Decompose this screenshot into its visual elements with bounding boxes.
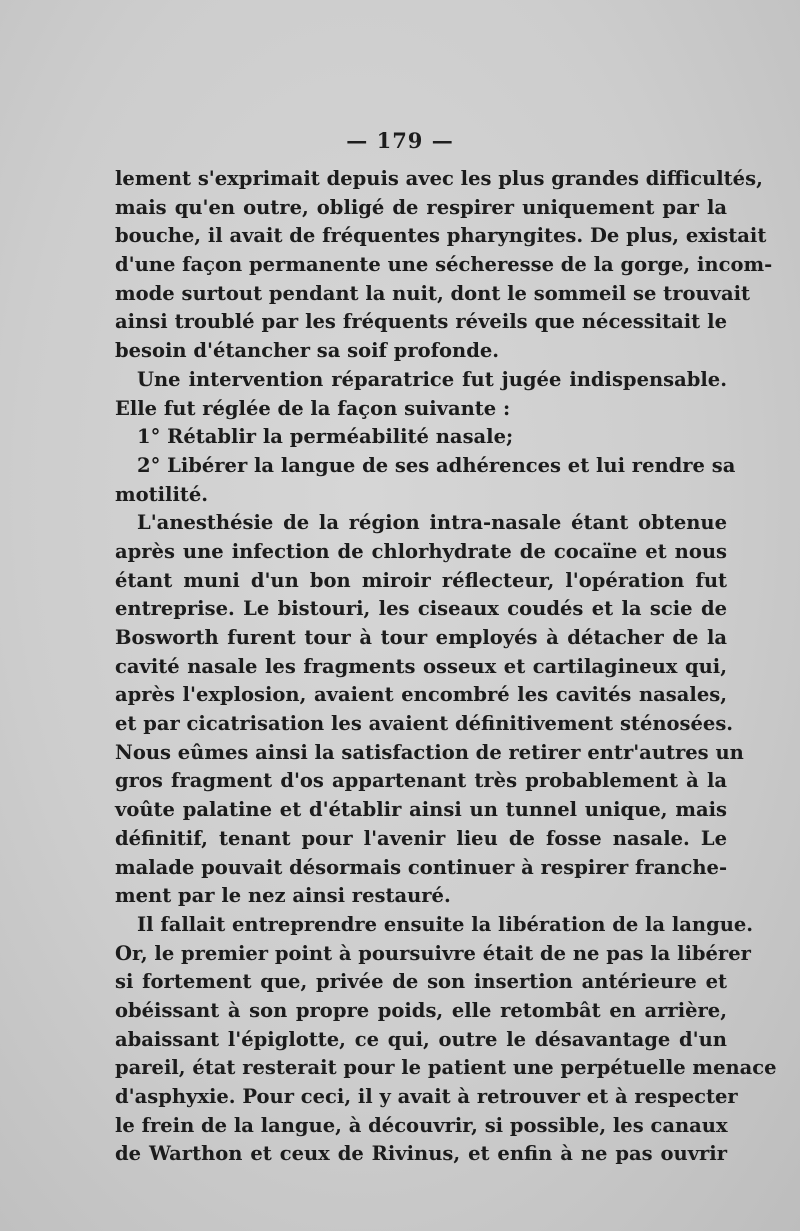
text-line: ainsi troublé par les fréquents réveils que nécessitait le — [115, 310, 727, 334]
text-line: Nous eûmes ainsi la satisfaction de retirer entr'autres un — [115, 740, 744, 764]
text-line: et par cicatrisation les avaient définitivement sténosées. — [115, 712, 734, 736]
text-line: malade pouvait désormais continuer à respirer franche- — [115, 855, 728, 879]
body-text — [115, 165, 777, 1169]
text-line: abaissant l'épiglotte, ce qui, outre le désavantage d'un — [115, 1027, 727, 1051]
text-line: d'asphyxie. Pour ceci, il y avait à retrouver et à respecter — [115, 1085, 738, 1108]
text-line: d'une façon permanente une sécheresse de la gorge, incom- — [115, 253, 773, 277]
text-line: Il fallait entreprendre ensuite la libération de la langue. — [137, 912, 754, 936]
text-line: de Warthon et ceux de Rivinus, et enfin à ne pas ouvrir — [115, 1142, 727, 1166]
text-line: gros fragment d'os appartenant très probablement à la — [115, 769, 727, 793]
text-line: ment par le nez ainsi restauré. — [115, 884, 451, 908]
text-line: le frein de la langue, à découvrir, si possible, les canaux — [115, 1113, 728, 1137]
text-line: lement s'exprimait depuis avec les plus grandes difficultés, — [115, 167, 763, 190]
text-line: 1° Rétablir la perméabilité nasale; — [137, 425, 514, 449]
text-line: mais qu'en outre, obligé de respirer uniquement par la — [115, 195, 727, 219]
page-number: — 179 — — [346, 128, 454, 153]
text-line: définitif, tenant pour l'avenir lieu de fosse nasale. Le — [115, 826, 727, 850]
text-line: Bosworth furent tour à tour employés à détacher de la — [115, 626, 727, 649]
text-line: mode surtout pendant la nuit, dont le sommeil se trouvait — [115, 281, 751, 305]
text-line: motilité. — [115, 482, 209, 506]
text-line: Elle fut réglée de la façon suivante : — [115, 396, 511, 420]
text-line: voûte palatine et d'établir ainsi un tunnel unique, mais — [115, 798, 727, 822]
text-line: entreprise. Le bistouri, les ciseaux coudés et la scie de — [115, 597, 727, 621]
text-line: bouche, il avait de fréquentes pharyngites. De plus, existait — [115, 224, 767, 248]
text-line: Une intervention réparatrice fut jugée indispensable. — [137, 367, 727, 391]
text-line: 2° Libérer la langue de ses adhérences et lui rendre sa — [137, 453, 736, 477]
text-line: Or, le premier point à poursuivre était de ne pas la libérer — [115, 941, 751, 965]
text-line: L'anesthésie de la région intra-nasale étant obtenue — [137, 511, 727, 535]
text-line: étant muni d'un bon miroir réflecteur, l'opération fut — [115, 568, 727, 592]
text-line: si fortement que, privée de son insertion antérieure et — [115, 970, 727, 994]
text-line: après l'explosion, avaient encombré les cavités nasales, — [115, 683, 727, 707]
text-line: pareil, état resterait pour le patient une perpétuelle menace — [115, 1056, 777, 1080]
text-line: après une infection de chlorhydrate de cocaïne et nous — [115, 539, 727, 563]
text-line: obéissant à son propre poids, elle retombât en arrière, — [115, 998, 727, 1022]
text-line: besoin d'étancher sa soif profonde. — [115, 339, 500, 363]
text-line: cavité nasale les fragments osseux et cartilagineux qui, — [115, 654, 727, 678]
